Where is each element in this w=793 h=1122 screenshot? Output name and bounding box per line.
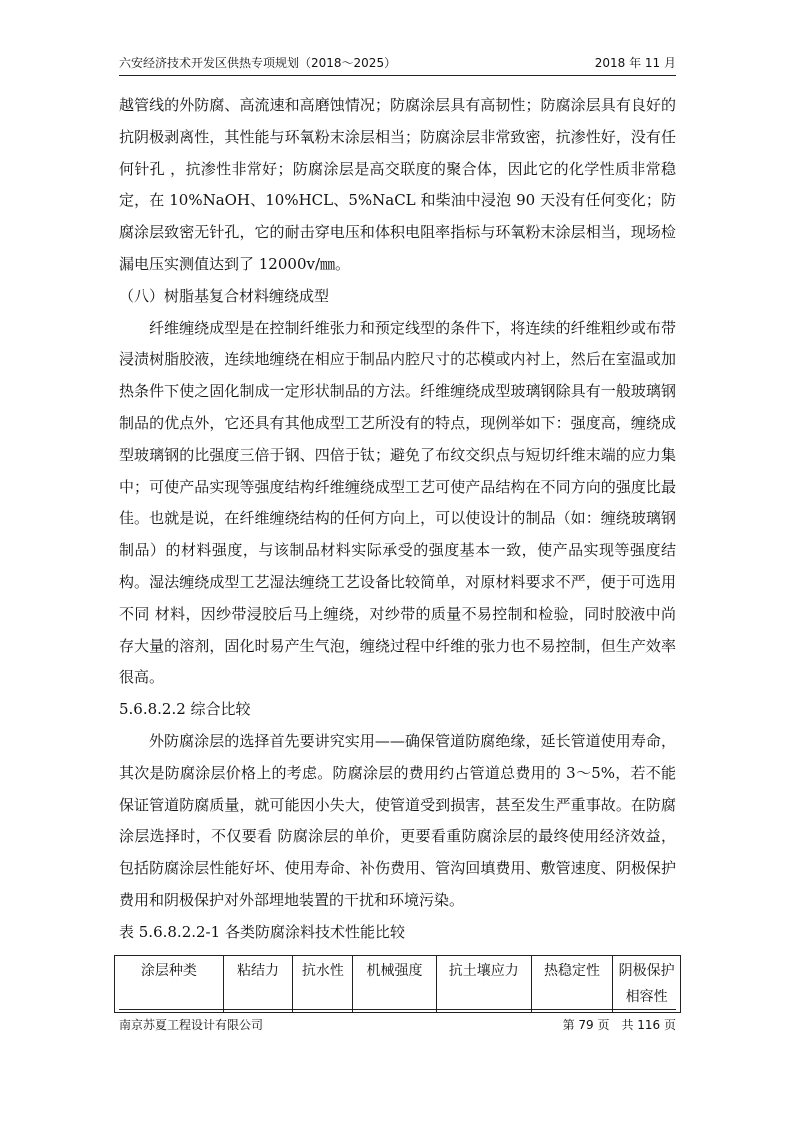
section-heading-filament-winding: （八）树脂基复合材料缠绕成型 [119, 286, 330, 305]
footer-page-number: 第 79 页 共 116 页 [562, 1018, 676, 1032]
header-divider [119, 75, 676, 76]
paragraph-filament-winding: 纤维缠绕成型是在控制纤维张力和预定线型的条件下，将连续的纤维粗纱或布带浸渍树脂胶液，连续地缠绕在相应于制品内腔尺寸的芯模或内衬上，然后在室温或加热条件下使之固化制成一定形状制品的方法。纤维缠绕成型玻璃钢除具有一般玻璃钢制品的优点外，它还具有其他成型工艺所没有的特点，现例举如下：强度高，缠绕成型玻璃钢的比强度三倍于钢、四倍于钛；避免了布纹交织点与短切纤维末端的应力集中；可使产品实现等强度结构纤维缠绕成型工艺可使产品结构在不同方向的强度比最佳。也就是说，在纤维缠绕结构的任何方向上，可以使设计的制品（如：缠绕玻璃钢制品）的材料强度，与该制品材料实际承受的强度基本一致，使产品实现等强度结构。湿法缠绕成型工艺湿法缠绕工艺设备比较简单，对原材料要求不严，便于可选用不同 材料，因纱带浸胶后马上缠绕，对纱带的质量不易控制和检验，同时胶液中尚存大量的溶剂，固化时易产生气泡，缠绕过程中纤维的张力也不易控制，但生产效率很高。 [119, 318, 676, 687]
page-body [119, 90, 676, 1013]
page-header [119, 52, 676, 72]
page-footer [119, 1014, 676, 1034]
header-title: 六安经济技术开发区供热专项规划（2018～2025） [119, 56, 397, 70]
table-caption: 表 5.6.8.2.2-1 各类防腐涂料技术性能比较 [119, 922, 405, 941]
coating-performance-table [114, 955, 681, 1013]
col-coating-type: 涂层种类 [115, 955, 224, 1012]
col-mechanical-strength: 机械强度 [353, 955, 436, 1012]
col-soil-stress-resistance: 抗土壤应力 [436, 955, 531, 1012]
paragraph-coating-properties: 越管线的外防腐、高流速和高磨蚀情况；防腐涂层具有高韧性；防腐涂层具有良好的抗阴极剥离性，其性能与环氧粉末涂层相当；防腐涂层非常致密，抗渗性好，没有任何针孔 ，抗渗性非常好；防腐涂层是高交联度的聚合体，因此它的化学性质非常稳定，在 10%NaOH、10%HCL、5%NaCL 和柴油中浸泡 90 天没有任何变化；防腐涂层致密无针孔，它的耐击穿电压和体积电阻率指标与环氧粉末涂层相当，现场检漏电压实测值达到了 12000v/㎜。 [119, 96, 676, 273]
footer-divider [119, 1009, 676, 1010]
header-date: 2018 年 11 月 [594, 56, 676, 70]
paragraph-comparison: 外防腐涂层的选择首先要讲究实用——确保管道防腐绝缘，延长管道使用寿命，其次是防腐涂层价格上的考虑。防腐涂层的费用约占管道总费用的 3～5%，若不能保证管道防腐质量，就可能因小失大，使管道受到损害，甚至发生严重事故。在防腐涂层选择时，不仅要看 防腐涂层的单价，更要看重防腐涂层的最终使用经济效益，包括防腐涂层性能好坏、使用寿命、补伤费用、管沟回填费用、敷管速度、阴极保护费用和阴极保护对外部埋地装置的干扰和环境污染。 [119, 731, 676, 909]
col-water-resistance: 抗水性 [293, 955, 353, 1012]
col-thermal-stability: 热稳定性 [531, 955, 612, 1012]
col-adhesion: 粘结力 [223, 955, 293, 1012]
table-header-row [115, 955, 681, 1012]
section-heading-comparison: 5.6.8.2.2 综合比较 [119, 700, 251, 719]
col-cathodic-protection-compatibility: 阴极保护相容性 [613, 955, 681, 1012]
footer-company: 南京苏夏工程设计有限公司 [119, 1018, 264, 1032]
